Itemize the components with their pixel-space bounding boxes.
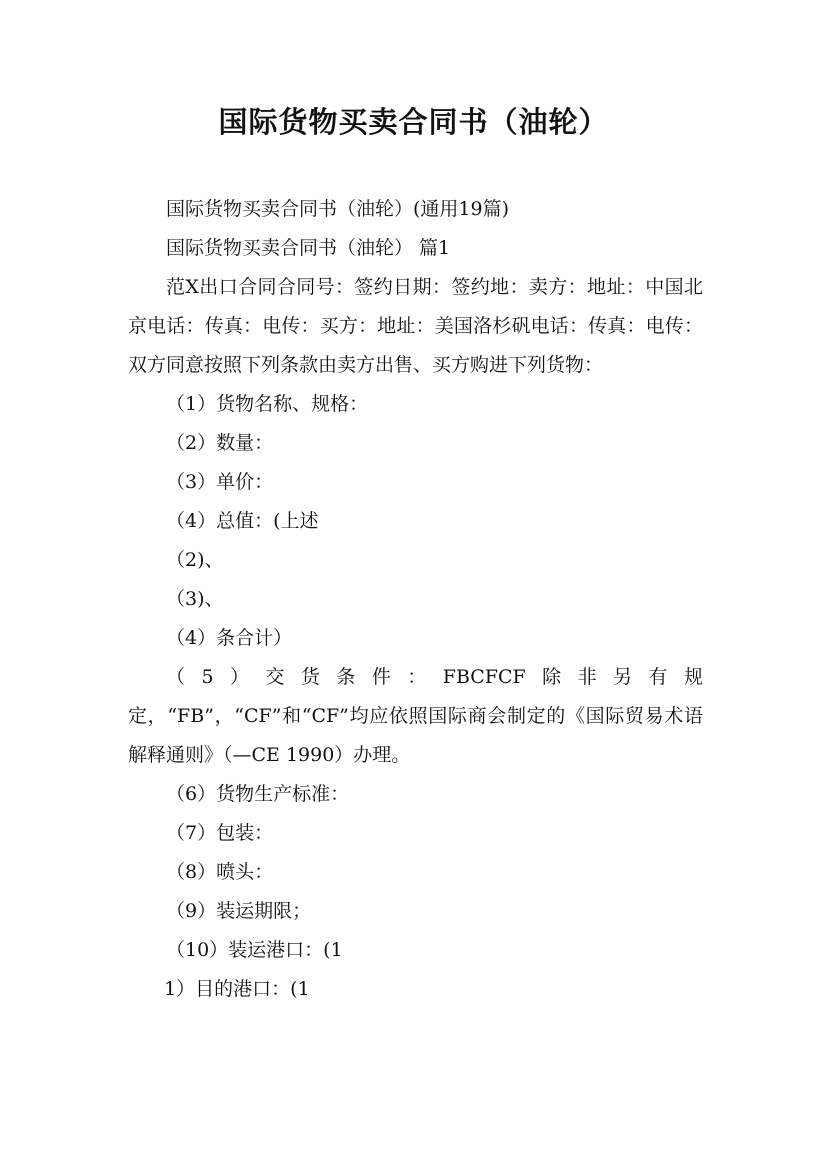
clause-10-loading-port: （10）装运港口：(1 [166, 939, 343, 961]
clause-3-unit-price: （3）单价： [166, 471, 274, 493]
clause-4-total-value: （4）总值：(上述 [166, 510, 319, 532]
clause-7-packing: （7）包装： [166, 822, 274, 844]
clause-fragment-2: （2)、 [166, 549, 224, 571]
paragraph-parties: 范X出口合同合同号：签约日期：签约地：卖方：地址：中国北京电话：传真：电传：买方：地址：美国洛杉矾电话：传真：电传：双方同意按照下列条款由卖方出售、买方购进下列货物： [128, 276, 703, 376]
clause-2-quantity: （2）数量： [166, 432, 274, 454]
clause-fragment-3: （3)、 [166, 588, 224, 610]
paragraph-section-heading: 国际货物买卖合同书（油轮） 篇1 [166, 237, 451, 259]
clause-1-goods-name: （1）货物名称、规格： [166, 393, 369, 415]
clause-9-shipment-period: （9）装运期限； [166, 900, 312, 922]
paragraph-subtitle: 国际货物买卖合同书（油轮）(通用19篇) [166, 198, 510, 220]
clause-5-delivery-terms: （5）交货条件：FBCFCF除非另有规定，“FB”，“CF”和“CF”均应依照国际商会制定的《国际贸易术语解释通则》（—CE 1990）办理。 [128, 666, 703, 766]
clause-8-nozzle: （8）喷头： [166, 861, 274, 883]
document-title: 国际货物买卖合同书（油轮） [218, 105, 609, 139]
clause-11-destination-port: 1）目的港口：(1 [164, 978, 310, 1000]
clause-fragment-4: （4）条合计） [166, 627, 293, 649]
document-body [128, 190, 703, 1009]
clause-6-production-standard: （6）货物生产标准： [166, 783, 350, 805]
